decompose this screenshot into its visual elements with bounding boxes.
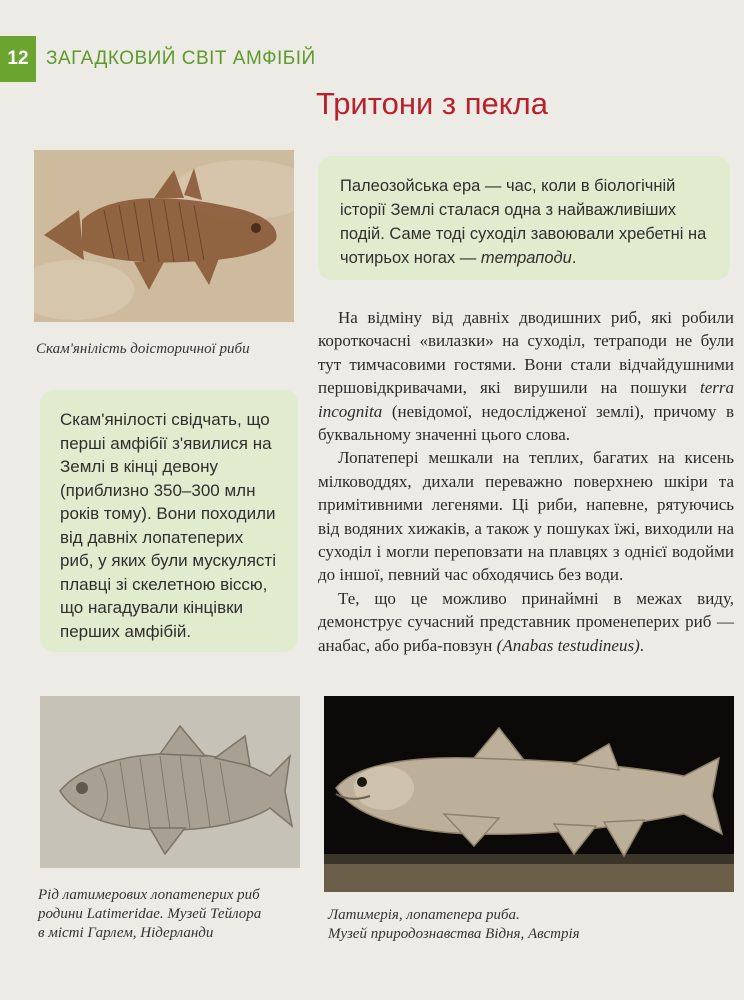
caption-latimeria — [328, 906, 580, 944]
paragraph-3-end: . — [639, 635, 644, 655]
body-text — [318, 306, 734, 657]
paragraph-3-text: Те, що це можливо принаймні в межах виду, демонструє сучасний представник променеперих риб — анабас, або риба-повзун — [318, 588, 734, 655]
paragraph-1-text: На відміну від давніх дводишних риб, які робили короткочасні «вилазки» на суходіл, тетраподи не були тут тимчасовими гостями. Вони стали відчайдушними першовідкривачами, які вирушили на пошуки — [318, 308, 734, 398]
caption-latimeria-fossil — [38, 886, 261, 943]
paragraph-3 — [318, 587, 734, 657]
latimeria-photo — [324, 696, 734, 892]
intro-end: . — [571, 249, 577, 267]
latimeria-fossil-photo — [40, 696, 300, 868]
paragraph-3-term: (Anabas testudineus) — [496, 635, 640, 655]
caption-latimeria-fossil-line-2: родини Latimeridae. Музей Тейлора — [38, 906, 262, 922]
fossil-fish-photo — [34, 150, 294, 322]
caption-fossil-fish: Скам'янілість доісторичної риби — [36, 341, 250, 357]
caption-latimeria-line-2: Музей природознавства Відня, Австрія — [328, 926, 580, 942]
paragraph-1 — [318, 306, 734, 446]
intro-term: тетраподи — [480, 249, 572, 267]
caption-latimeria-fossil-line-1: Рід латимерових лопатеперих риб — [38, 887, 260, 903]
caption-latimeria-line-1: Латимерія, лопатепера риба. — [328, 907, 520, 923]
paragraph-2: Лопатепері мешкали на теплих, багатих на кисень мілководдях, дихали переважно поверхнею шкіри та примітивними легенями. Ці риби, напевне, рятуючись від водяних хижаків, а також у пошуках їжі, виходили на суходіл і могли переповзати на плавцях з однієї водойми до іншої, певний час обходячись без води. — [318, 448, 734, 585]
intro-text: Палеозойська ера — час, коли в біологічній історії Землі сталася одна з найважливіших подій. Саме тоді суходіл завоювали хребетні на чотирьох ногах — — [340, 177, 707, 267]
section-title: ЗАГАДКОВИЙ СВІТ АМФІБІЙ — [46, 48, 316, 69]
page-title: Тритони з пекла — [316, 86, 548, 121]
paragraph-1-term: terra incognita — [318, 378, 734, 421]
side-fact-box: Скам'янілості свідчать, що перші амфібії з'явилися на Землі в кінці девону (приблизно 350–300 млн років тому). Вони походили від давніх лопатеперих риб, у яких були мускулясті плавці зі скелетною віссю, що нагадували кінцівки перших амфібій. — [40, 390, 298, 652]
page-number: 12 — [0, 36, 36, 82]
paragraph-1-end: (невідомої, недослідженої землі), причому в буквальному значенні цього слова. — [318, 401, 734, 445]
intro-box — [318, 156, 730, 280]
caption-latimeria-fossil-line-3: в місті Гарлем, Нідерланди — [38, 925, 214, 941]
